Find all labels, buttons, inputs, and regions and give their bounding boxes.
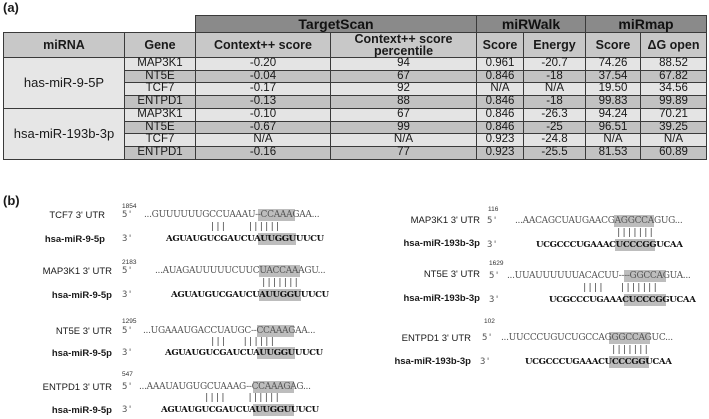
utr-sequence: ...AAAUAUGUGCUAAAG--CCAAAGAG... [139,382,311,392]
five-prime-label: 5' [489,271,500,281]
mirna-label: hsa-miR-193b-3p [394,356,471,367]
dg-open-cell: 60.89 [641,146,707,159]
mirwalk-score-cell: 0.846 [477,96,524,109]
header-line-1: Context++ score [354,32,453,46]
base-pairing-bars: ||| |||||| [199,222,281,232]
five-prime-label: 5' [482,333,493,343]
column-header-mirmap-dg-open: ΔG open [641,33,707,58]
group-header-mirwalk: miRWalk [477,16,586,33]
gene-cell: TCF7 [125,83,196,96]
mirmap-score-cell: 19.50 [586,83,641,96]
context-score-cell: -0.13 [196,96,331,109]
three-prime-label: 3' [122,290,133,300]
five-prime-label: 5' [122,382,133,392]
position-number: 116 [488,206,499,213]
column-header-mirwalk-energy: Energy [524,33,586,58]
gene-cell: MAP3K1 [125,58,196,71]
table-row [4,58,707,71]
mirmap-score-cell: 74.26 [586,58,641,71]
gene-cell: ENTPD1 [125,96,196,109]
three-prime-label: 3' [480,357,491,367]
dg-open-cell: 39.25 [641,121,707,134]
mirna-label: hsa-miR-193b-3p [403,238,480,249]
column-header-mirmap-score: Score [586,33,641,58]
mirna-label: hsa-miR-9-5p [51,290,112,301]
position-number: 1629 [489,260,504,267]
five-prime-label: 5' [487,216,498,226]
mirmap-score-cell: N/A [586,134,641,147]
prediction-table [3,15,707,160]
energy-cell: -18 [524,96,586,109]
three-prime-label: 3' [122,405,133,415]
position-number: 1854 [122,203,137,210]
mirna-cell: has-miR-9-5P [4,58,125,109]
context-score-cell: -0.10 [196,108,331,121]
context-score-cell: -0.04 [196,70,331,83]
mirwalk-score-cell: 0.846 [477,70,524,83]
mirna-sequence: UCGCCCUGAAACUCCCGGUCAA [536,240,683,250]
mirwalk-score-cell: 0.923 [477,134,524,147]
context-score-cell: N/A [196,134,331,147]
mirwalk-score-cell: 0.846 [477,121,524,134]
mirna-sequence: UCGCCCUGAAACUCCCGGUCAA [549,295,696,305]
gene-cell: NT5E [125,121,196,134]
mirmap-score-cell: 94.24 [586,108,641,121]
energy-cell: -25.5 [524,146,586,159]
column-header-mirna: miRNA [4,33,125,58]
utr-sequence: ...AUAGAUUUUUCUUCUACCAAAGU... [155,266,326,276]
mirna-sequence: AGUAUGUCGAUCUAUUGGUUUCU [166,234,324,244]
base-pairing-bars: ||||||| [611,345,649,355]
mirna-label: hsa-miR-9-5p [44,234,105,245]
energy-cell: -26.3 [524,108,586,121]
mirwalk-score-cell: N/A [477,83,524,96]
gene-utr-label: TCF7 3' UTR [49,210,105,221]
energy-cell: N/A [524,83,586,96]
three-prime-label: 3' [487,240,498,250]
table-row [4,108,707,121]
context-percentile-cell: 77 [331,146,477,159]
column-header-gene: Gene [125,33,196,58]
gene-utr-label: ENTPD1 3' UTR [401,333,471,344]
position-number: 1295 [122,318,137,325]
five-prime-label: 5' [122,210,133,220]
gene-utr-label: MAP3K1 3' UTR [410,215,480,226]
dg-open-cell: 34.56 [641,83,707,96]
dg-open-cell: 99.89 [641,96,707,109]
base-pairing-bars: ||| |||||| [210,337,276,347]
gene-utr-label: NT5E 3' UTR [423,269,480,280]
mirna-label: hsa-miR-9-5p [51,405,112,416]
five-prime-label: 5' [122,326,133,336]
mirwalk-score-cell: 0.923 [477,146,524,159]
base-pairing-bars: |||| |||||| [204,393,280,403]
context-percentile-cell: 67 [331,70,477,83]
mirna-label: hsa-miR-9-5p [51,348,112,359]
context-percentile-cell: 92 [331,83,477,96]
dg-open-cell: N/A [641,134,707,147]
mirna-sequence: AGUAUGUCGAUCUAUUGGUUUCU [161,405,319,415]
context-percentile-cell: N/A [331,134,477,147]
mirna-sequence: AGUAUGUCGAUCUAUUGGUUUCU [165,348,323,358]
mirna-sequence: AGUAUGUCGAUCUAUUGGUUUCU [171,290,329,300]
panel-a-label: (a) [3,0,19,15]
mirmap-score-cell: 96.51 [586,121,641,134]
context-percentile-cell: 94 [331,58,477,71]
gene-cell: TCF7 [125,134,196,147]
header-line-2: percentile [373,44,434,58]
gene-cell: ENTPD1 [125,146,196,159]
context-percentile-cell: 88 [331,96,477,109]
context-percentile-cell: 99 [331,121,477,134]
utr-sequence: ...UGAAAUGACCUAUGC--CCAAAGAA... [143,326,316,336]
utr-sequence: ...GUUUUUUGCCUAAAU--CCAAAGAA... [144,210,320,220]
group-header-mirmap: miRmap [586,16,707,33]
context-score-cell: -0.17 [196,83,331,96]
utr-sequence: ...AACAGCUAUGAACGAGGCCAGUG... [515,216,683,226]
column-header-mirwalk-score: Score [477,33,524,58]
context-percentile-cell: 67 [331,108,477,121]
utr-sequence: ...UUCCCUGUCUGCCAGGGCCAGUC... [501,333,673,343]
context-score-cell: -0.20 [196,58,331,71]
gene-cell: NT5E [125,70,196,83]
energy-cell: -18 [524,70,586,83]
gene-utr-label: NT5E 3' UTR [55,326,112,337]
mirmap-score-cell: 99.83 [586,96,641,109]
column-header-context-score: Context++ score [196,33,331,58]
three-prime-label: 3' [489,295,500,305]
position-number: 102 [484,318,495,325]
mirna-sequence: UCGCCCUGAAACUCCCGGUCAA [525,357,672,367]
energy-cell: -24.8 [524,134,586,147]
panel-b-label: (b) [3,193,20,208]
column-header-context-percentile [331,33,477,58]
gene-cell: MAP3K1 [125,108,196,121]
mirwalk-score-cell: 0.961 [477,58,524,71]
context-score-cell: -0.67 [196,121,331,134]
utr-sequence: ...UUAUUUUUUACACUU----GGCCAGUA... [507,271,691,281]
mirna-label: hsa-miR-193b-3p [403,293,480,304]
mirna-cell: hsa-miR-193b-3p [4,108,125,159]
five-prime-label: 5' [122,266,133,276]
mirmap-score-cell: 37.54 [586,70,641,83]
base-pairing-bars: ||||||| [616,228,654,238]
dg-open-cell: 88.52 [641,58,707,71]
mirwalk-score-cell: 0.846 [477,108,524,121]
position-number: 547 [122,371,133,378]
header-blank [4,16,196,33]
base-pairing-bars: |||| ||||||| [582,283,658,293]
three-prime-label: 3' [122,348,133,358]
dg-open-cell: 70.21 [641,108,707,121]
three-prime-label: 3' [122,234,133,244]
energy-cell: -20.7 [524,58,586,71]
mirmap-score-cell: 81.53 [586,146,641,159]
energy-cell: -25 [524,121,586,134]
context-score-cell: -0.16 [196,146,331,159]
dg-open-cell: 67.82 [641,70,707,83]
base-pairing-bars: ||||||| [261,278,299,288]
gene-utr-label: MAP3K1 3' UTR [42,266,112,277]
gene-utr-label: ENTPD1 3' UTR [42,382,112,393]
position-number: 2183 [122,259,137,266]
group-header-targetscan: TargetScan [196,16,477,33]
